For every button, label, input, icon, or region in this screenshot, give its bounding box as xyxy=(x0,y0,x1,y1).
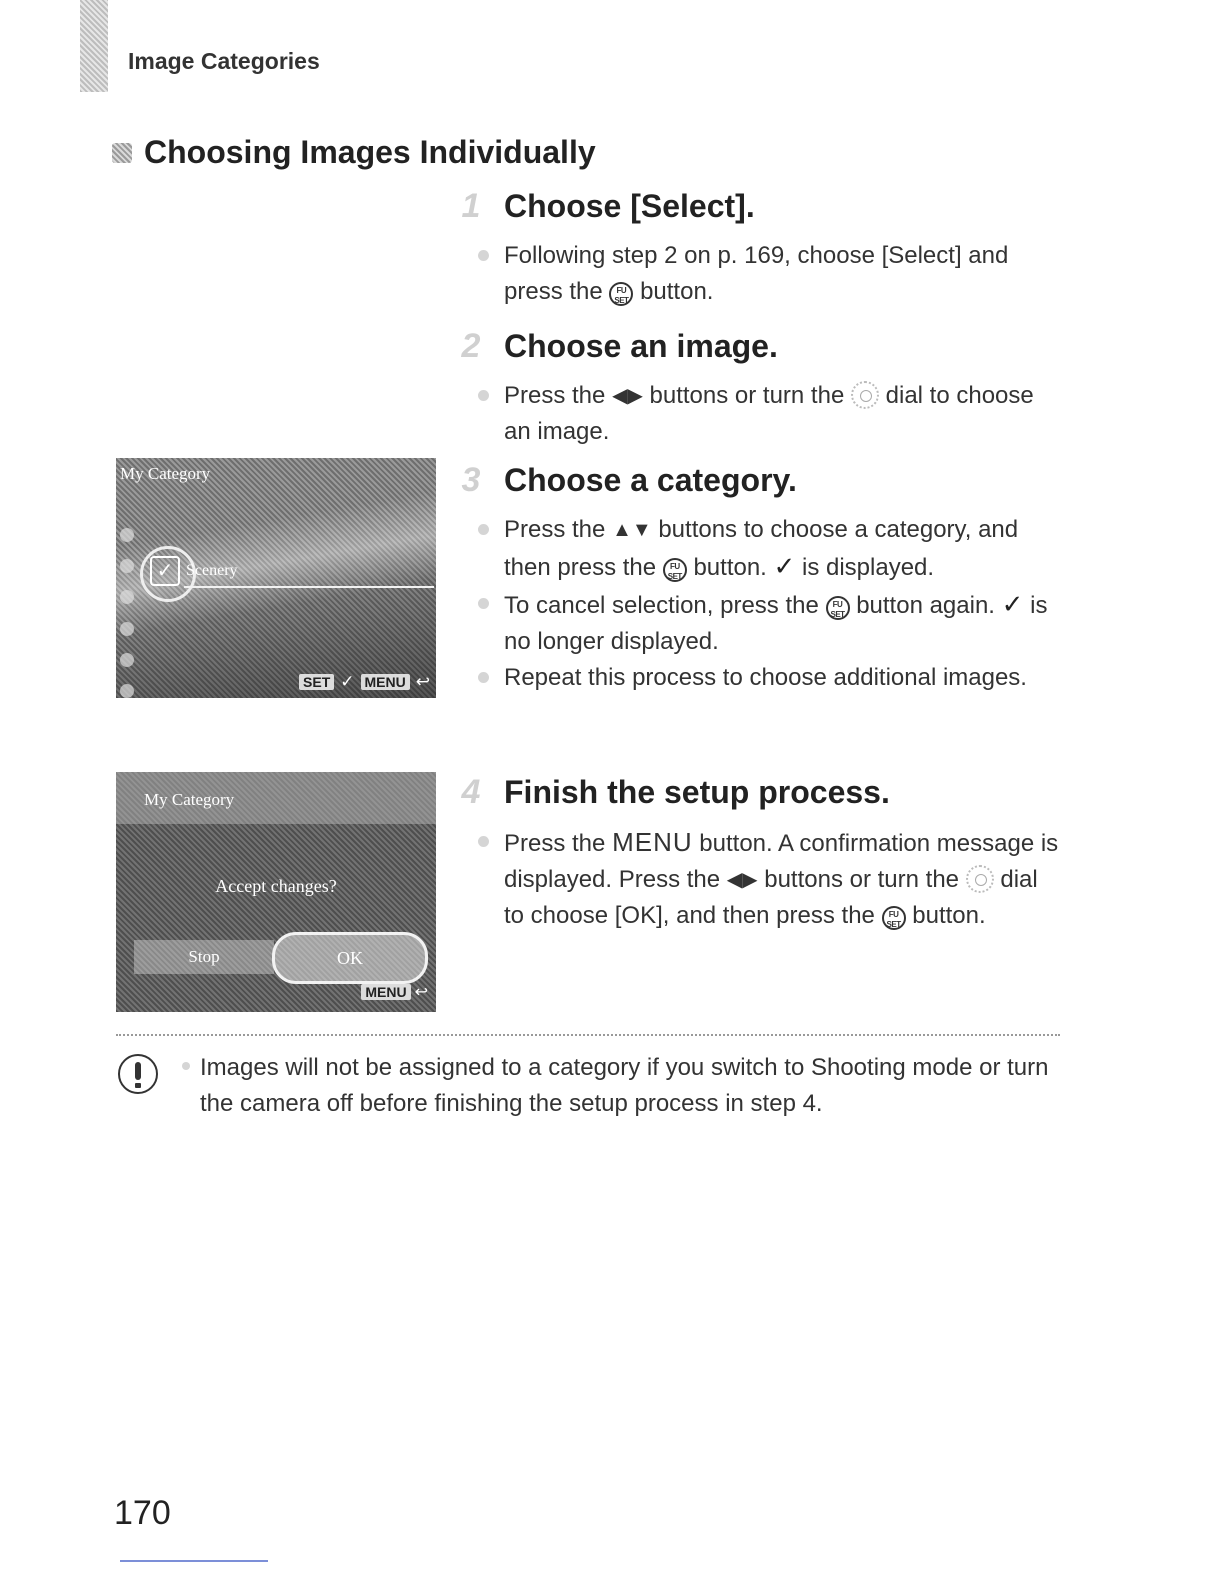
bullet-text: buttons or turn the xyxy=(649,382,845,409)
back-icon: ↩ xyxy=(415,672,430,691)
step-title: Finish the setup process. xyxy=(504,773,890,810)
page-number: 170 xyxy=(114,1494,171,1532)
step-number: 1 xyxy=(461,186,481,225)
category-icon xyxy=(120,528,134,542)
bullet-text: Repeat this process to choose additional images. xyxy=(504,664,1027,691)
running-header: Image Categories xyxy=(128,48,320,74)
bullet-text: Following step 2 on p. 169, choose [Select] and press the xyxy=(504,242,1009,305)
note-bullet xyxy=(182,1062,190,1070)
selection-underline xyxy=(184,586,434,588)
stop-option: Stop xyxy=(134,940,274,974)
note-divider xyxy=(116,1034,1060,1036)
category-icon xyxy=(120,559,134,573)
bullet-text: button. xyxy=(693,554,767,581)
caution-icon xyxy=(118,1054,158,1094)
func-set-button-icon: FU SET xyxy=(663,558,687,582)
bullet-text: is displayed. xyxy=(802,554,935,581)
step-number: 3 xyxy=(461,460,481,499)
selected-category-label: Scenery xyxy=(186,562,238,579)
step-bullet xyxy=(452,586,1062,660)
footer-rule xyxy=(120,1560,268,1562)
category-icon xyxy=(120,653,134,667)
step-1 xyxy=(452,186,1062,310)
menu-key-label: MENU xyxy=(361,984,410,1000)
screen-key-guide xyxy=(299,672,430,692)
bullet-text: is no longer displayed. xyxy=(504,592,1048,655)
screen-title: My Category xyxy=(144,790,235,809)
category-icon xyxy=(120,684,134,698)
step-bullet xyxy=(452,378,1062,450)
menu-button-label: MENU xyxy=(612,827,693,857)
step-bullet xyxy=(452,824,1062,934)
category-icon xyxy=(120,622,134,636)
step-4 xyxy=(452,772,1062,934)
step-2 xyxy=(452,326,1062,450)
bullet-text: dial to choose an image. xyxy=(504,382,1034,445)
bullet-text: button again. xyxy=(856,592,995,619)
checkmark-icon: ✓ xyxy=(773,551,796,581)
back-icon: ↩ xyxy=(414,984,428,1001)
camera-screen-category-select xyxy=(116,458,436,698)
bullet-text: Press the xyxy=(504,830,606,857)
step-header xyxy=(452,326,1062,366)
ok-option: OK xyxy=(272,932,428,984)
control-dial-icon xyxy=(966,865,994,893)
set-key-label: SET xyxy=(299,674,334,690)
step-bullet xyxy=(452,238,1062,310)
bullet-text: button. xyxy=(912,902,986,929)
func-set-button-icon: FU SET xyxy=(826,596,850,620)
step-header xyxy=(452,460,1062,500)
confirm-message: Accept changes? xyxy=(215,876,337,896)
screen-key-guide xyxy=(361,982,428,1002)
left-right-arrows-icon: ◀▶ xyxy=(612,385,643,407)
section-tab-marker xyxy=(80,0,108,92)
bullet-text: button. xyxy=(640,278,714,305)
step-title: Choose [Select]. xyxy=(504,187,755,224)
category-icon xyxy=(120,590,134,604)
bullet-text: button. A confirmation message is displayed. Press the xyxy=(504,830,1059,893)
category-checkbox: ✓ xyxy=(150,556,180,586)
bullet-text: buttons or turn the xyxy=(764,866,960,893)
bullet-text: dial to choose [OK], and then press the xyxy=(504,866,1038,929)
category-icon-column xyxy=(120,528,142,698)
bullet-text: To cancel selection, press the xyxy=(504,592,819,619)
section-title-text: Choosing Images Individually xyxy=(144,134,596,170)
caution-note: Images will not be assigned to a category if you switch to Shooting mode or turn the camera off before finishing the setup process in step 4. xyxy=(200,1054,1049,1117)
control-dial-icon xyxy=(851,381,879,409)
section-title xyxy=(112,134,596,171)
func-set-button-icon: FU SET xyxy=(609,282,633,306)
camera-screen-confirm xyxy=(116,772,436,1012)
step-bullet xyxy=(452,660,1062,696)
checkmark-icon: ✓ xyxy=(340,672,355,691)
step-number: 4 xyxy=(461,772,481,811)
checkmark-icon: ✓ xyxy=(1001,589,1024,619)
left-right-arrows-icon: ◀▶ xyxy=(726,869,758,891)
step-number: 2 xyxy=(461,326,481,365)
bullet-text: buttons to choose a category, and then press the xyxy=(504,516,1019,581)
step-3 xyxy=(452,460,1062,696)
step-header xyxy=(452,772,1062,812)
step-title: Choose a category. xyxy=(504,461,797,498)
menu-key-label: MENU xyxy=(361,674,410,690)
step-bullet xyxy=(452,512,1062,586)
step-title: Choose an image. xyxy=(504,327,778,364)
bullet-text: Press the xyxy=(504,382,606,409)
up-down-arrows-icon: ▲▼ xyxy=(612,519,652,541)
step-header xyxy=(452,186,1062,226)
bullet-text: Press the xyxy=(504,516,606,543)
screen-title: My Category xyxy=(120,464,211,483)
func-set-button-icon: FU SET xyxy=(882,906,906,930)
section-bullet-icon xyxy=(112,143,132,163)
